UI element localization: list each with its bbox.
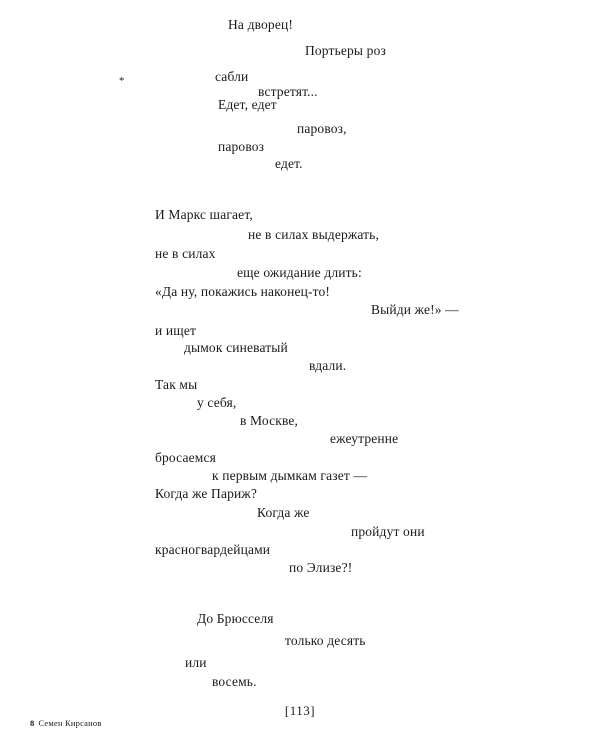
poem-line: у себя, xyxy=(197,395,237,410)
poem-line: красногвардейцами xyxy=(155,542,271,557)
poem-line: Когда же Париж? xyxy=(155,486,257,501)
poem-line: Едет, едет xyxy=(218,97,277,112)
poem-line: и ищет xyxy=(155,323,197,338)
poem-line: Выйди же!» — xyxy=(371,302,459,317)
poem-line: «Да ну, покажись наконец-то! xyxy=(155,284,331,299)
poem-line: До Брюсселя xyxy=(197,611,274,626)
poem-line: Так мы xyxy=(155,377,198,392)
poem-line: только десять xyxy=(285,633,366,648)
footnote-asterisk-marker: * xyxy=(119,75,125,87)
poem-line: ежеутренне xyxy=(330,431,399,446)
signature-author: Семен Кирсанов xyxy=(38,718,102,728)
poem-line: Портьеры роз xyxy=(305,43,386,58)
poem-line: не в силах выдержать, xyxy=(248,227,380,242)
poem-line: восемь. xyxy=(212,674,257,689)
poem-line: по Элизе?! xyxy=(289,560,353,575)
signature-number: 8 xyxy=(30,718,35,728)
poem-line: бросаемся xyxy=(155,450,216,465)
page-number: [113] xyxy=(284,703,316,718)
poem-line: встретят... xyxy=(258,84,318,99)
poem-line: паровоз, xyxy=(297,121,347,136)
poem-line: И Маркс шагает, xyxy=(155,207,253,222)
poem-line: пройдут они xyxy=(351,524,425,539)
poem-line: не в силах xyxy=(155,246,216,261)
poem-line: дымок синеватый xyxy=(184,340,288,355)
poem-line: сабли xyxy=(215,69,249,84)
poem-line: На дворец! xyxy=(228,17,293,32)
poem-line: вдали. xyxy=(309,358,347,373)
poem-line: к первым дымкам газет — xyxy=(212,468,368,483)
poem-line: в Москве, xyxy=(240,413,299,428)
poem-line: паровоз xyxy=(218,139,265,154)
signature-mark xyxy=(30,718,102,728)
poem-line: Когда же xyxy=(257,505,310,520)
poem-line: или xyxy=(185,655,207,670)
poem-line: едет. xyxy=(275,156,303,171)
poem-line: еще ожидание длить: xyxy=(237,265,362,280)
